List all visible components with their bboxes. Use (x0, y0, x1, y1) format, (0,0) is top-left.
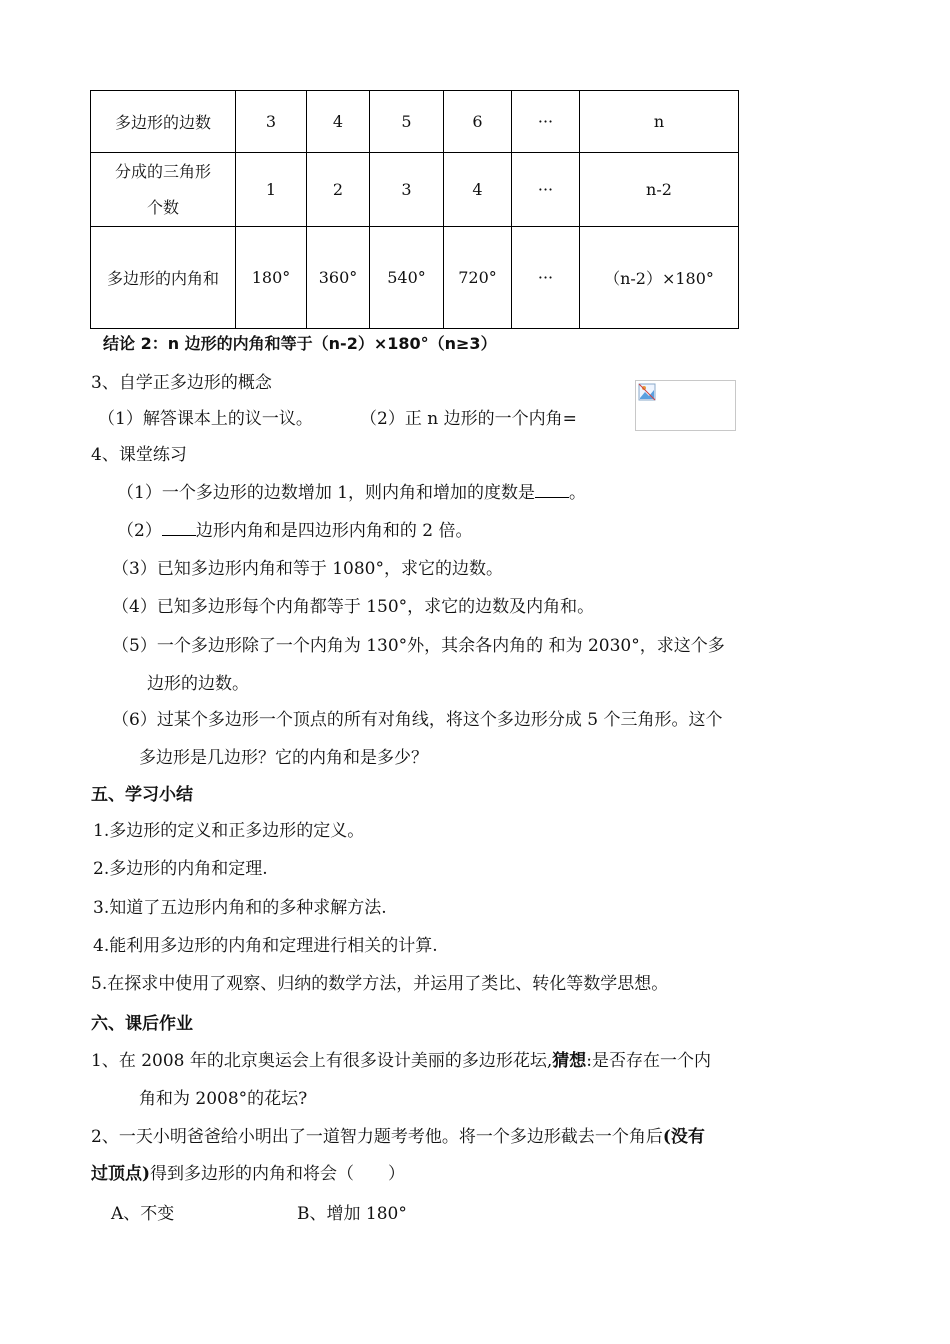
exercise-6-line2: 多边形是几边形？它的内角和是多少？ (139, 748, 428, 768)
table-header-line: 分成的三角形 (114, 161, 211, 181)
summary-item: 3.知道了五边形内角和的多种求解方法. (93, 898, 387, 918)
answer-blank (535, 481, 569, 498)
summary-item: 5.在探求中使用了观察、归纳的数学方法，并运用了类比、转化等数学思想。 (91, 974, 669, 994)
homework-q1-emphasis: 猜想 (552, 1051, 587, 1071)
exercise-2-text: 边形内角和是四边形内角和的 2 倍。 (195, 521, 473, 541)
table-cell: n-2 (580, 153, 739, 227)
exercise-6-line1: （6）过某个多边形一个顶点的所有对角线，将这个多边形分成 5 个三角形。这个 (112, 710, 723, 730)
table-cell: ··· (512, 153, 580, 227)
table-cell: 3 (370, 153, 444, 227)
summary-item: 2.多边形的内角和定理. (93, 859, 268, 879)
homework-title: 六、课后作业 (91, 1014, 193, 1034)
exercise-5-line1: （5）一个多边形除了一个内角为 130°外，其余各内角的 和为 2030°，求这个多 (112, 636, 725, 656)
conclusion-text: 结论 2：n 边形的内角和等于（n-2）×180°（n≥3） (103, 334, 497, 353)
option-a: A、不变 (111, 1204, 175, 1224)
table-cell: 5 (370, 91, 444, 153)
table-cell: 3 (236, 91, 307, 153)
homework-q1-text: 1、在 2008 年的北京奥运会上有很多设计美丽的多边形花坛, (91, 1051, 553, 1071)
summary-item: 1.多边形的定义和正多边形的定义。 (93, 821, 365, 841)
option-b: B、增加 180° (297, 1204, 407, 1224)
table-cell: 4 (444, 153, 512, 227)
homework-q2-emphasis: 过顶点) (91, 1164, 151, 1184)
table-cell: 6 (444, 91, 512, 153)
broken-image-icon (638, 383, 656, 401)
summary-title: 五、学习小结 (91, 785, 193, 805)
table-cell: 2 (307, 153, 370, 227)
table-row (91, 91, 739, 153)
broken-image-placeholder (635, 380, 736, 431)
homework-q1-line1 (91, 1050, 711, 1072)
table-cell: n (580, 91, 739, 153)
table-header-cell: 多边形的内角和 (91, 227, 236, 329)
homework-q1-text-end: :是否存在一个内 (586, 1051, 712, 1071)
table-cell: 720° (444, 227, 512, 329)
homework-q1-line2: 角和为 2008°的花坛? (139, 1089, 308, 1109)
section3-item2: （2）正 n 边形的一个内角= (360, 409, 577, 429)
table-cell: （n-2）×180° (580, 227, 739, 329)
homework-q2-text: 2、一天小明爸爸给小明出了一道智力题考考他。将一个多边形截去一个角后 (91, 1127, 663, 1147)
table-header-cell (91, 153, 236, 227)
table-row (91, 227, 739, 329)
exercise-1-text: （1）一个多边形的边数增加 1，则内角和增加的度数是 (117, 483, 536, 503)
homework-q2-text-end: 得到多边形的内角和将会（ ） (150, 1164, 406, 1184)
table-header-line: 个数 (146, 197, 179, 217)
exercise-2 (117, 519, 472, 542)
section3-item1: （1）解答课本上的议一议。 (98, 409, 313, 429)
homework-q2-emphasis: (没有 (662, 1127, 705, 1147)
exercise-5-line2: 边形的边数。 (147, 674, 249, 694)
exercise-1 (117, 481, 586, 504)
table-cell: ··· (512, 91, 580, 153)
table-cell: 4 (307, 91, 370, 153)
table-row (91, 153, 739, 227)
exercise-3: （3）已知多边形内角和等于 1080°，求它的边数。 (112, 559, 503, 579)
table-cell: 360° (307, 227, 370, 329)
polygon-table (90, 90, 739, 329)
summary-item: 4.能利用多边形的内角和定理进行相关的计算. (93, 936, 438, 956)
answer-blank (162, 519, 196, 536)
section3-title: 3、自学正多边形的概念 (91, 373, 272, 393)
table-cell: 1 (236, 153, 307, 227)
table-cell: 180° (236, 227, 307, 329)
exercise-2-prefix: （2） (117, 521, 162, 541)
table-cell: ··· (512, 227, 580, 329)
table-cell: 540° (370, 227, 444, 329)
exercise-1-end: 。 (569, 483, 587, 503)
table-header-cell: 多边形的边数 (91, 91, 236, 153)
homework-q2-line2 (91, 1163, 405, 1185)
exercise-4: （4）已知多边形每个内角都等于 150°，求它的边数及内角和。 (112, 597, 595, 617)
section4-title: 4、课堂练习 (91, 445, 187, 465)
homework-q2-line1 (91, 1126, 705, 1148)
